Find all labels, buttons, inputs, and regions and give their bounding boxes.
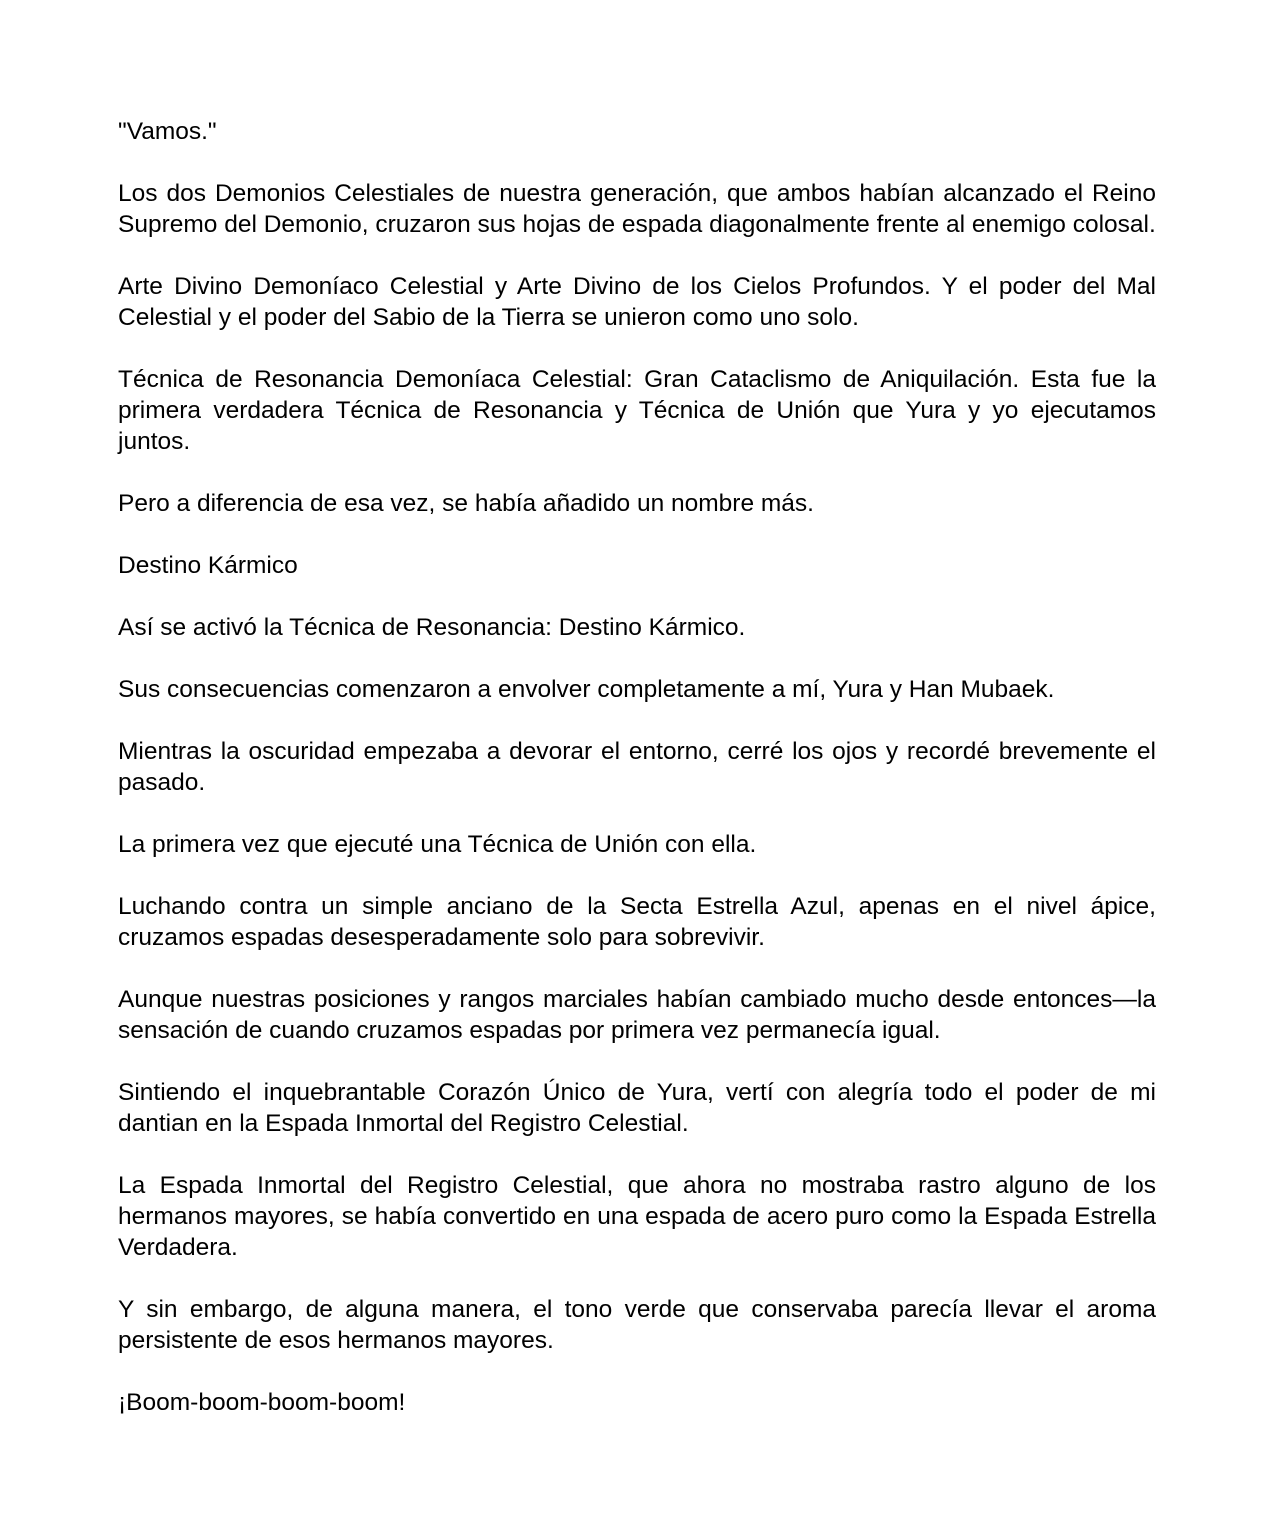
paragraph: Arte Divino Demoníaco Celestial y Arte Divino de los Cielos Profundos. Y el poder del Mal Celestial y el poder del Sabio de la Tierra se unieron como uno solo. (118, 273, 1156, 331)
paragraph: Pero a diferencia de esa vez, se había añadido un nombre más. (118, 490, 814, 517)
document-page (118, 116, 1156, 1418)
paragraph: Así se activó la Técnica de Resonancia: Destino Kármico. (118, 614, 746, 641)
paragraph: Destino Kármico (118, 552, 298, 579)
paragraph: Sintiendo el inquebrantable Corazón Único de Yura, vertí con alegría todo el poder de mi dantian en la Espada Inmortal del Registro Celestial. (118, 1079, 1156, 1137)
paragraph: La primera vez que ejecuté una Técnica de Unión con ella. (118, 831, 757, 858)
paragraph: Aunque nuestras posiciones y rangos marciales habían cambiado mucho desde entonces—la sensación de cuando cruzamos espadas por primera vez permanecía igual. (118, 986, 1156, 1044)
paragraph: Técnica de Resonancia Demoníaca Celestial: Gran Cataclismo de Aniquilación. Esta fue la primera verdadera Técnica de Resonancia y Técnica de Unión que Yura y yo ejecutamos juntos. (118, 366, 1156, 455)
dialogue-paragraph: "Vamos." (118, 118, 217, 145)
paragraph: Mientras la oscuridad empezaba a devorar el entorno, cerré los ojos y recordé brevemente el pasado. (118, 738, 1156, 796)
paragraph: Los dos Demonios Celestiales de nuestra generación, que ambos habían alcanzado el Reino Supremo del Demonio, cruzaron sus hojas de espada diagonalmente frente al enemigo colosal. (118, 180, 1156, 238)
paragraph: La Espada Inmortal del Registro Celestial, que ahora no mostraba rastro alguno de los hermanos mayores, se había convertido en una espada de acero puro como la Espada Estrella Verdadera. (118, 1172, 1156, 1261)
paragraph: Sus consecuencias comenzaron a envolver completamente a mí, Yura y Han Mubaek. (118, 676, 1055, 703)
paragraph: Y sin embargo, de alguna manera, el tono verde que conservaba parecía llevar el aroma persistente de esos hermanos mayores. (118, 1296, 1156, 1354)
paragraph: Luchando contra un simple anciano de la Secta Estrella Azul, apenas en el nivel ápice, cruzamos espadas desesperadamente solo para sobrevivir. (118, 893, 1156, 951)
sound-effect-paragraph: ¡Boom-boom-boom-boom! (118, 1389, 406, 1416)
